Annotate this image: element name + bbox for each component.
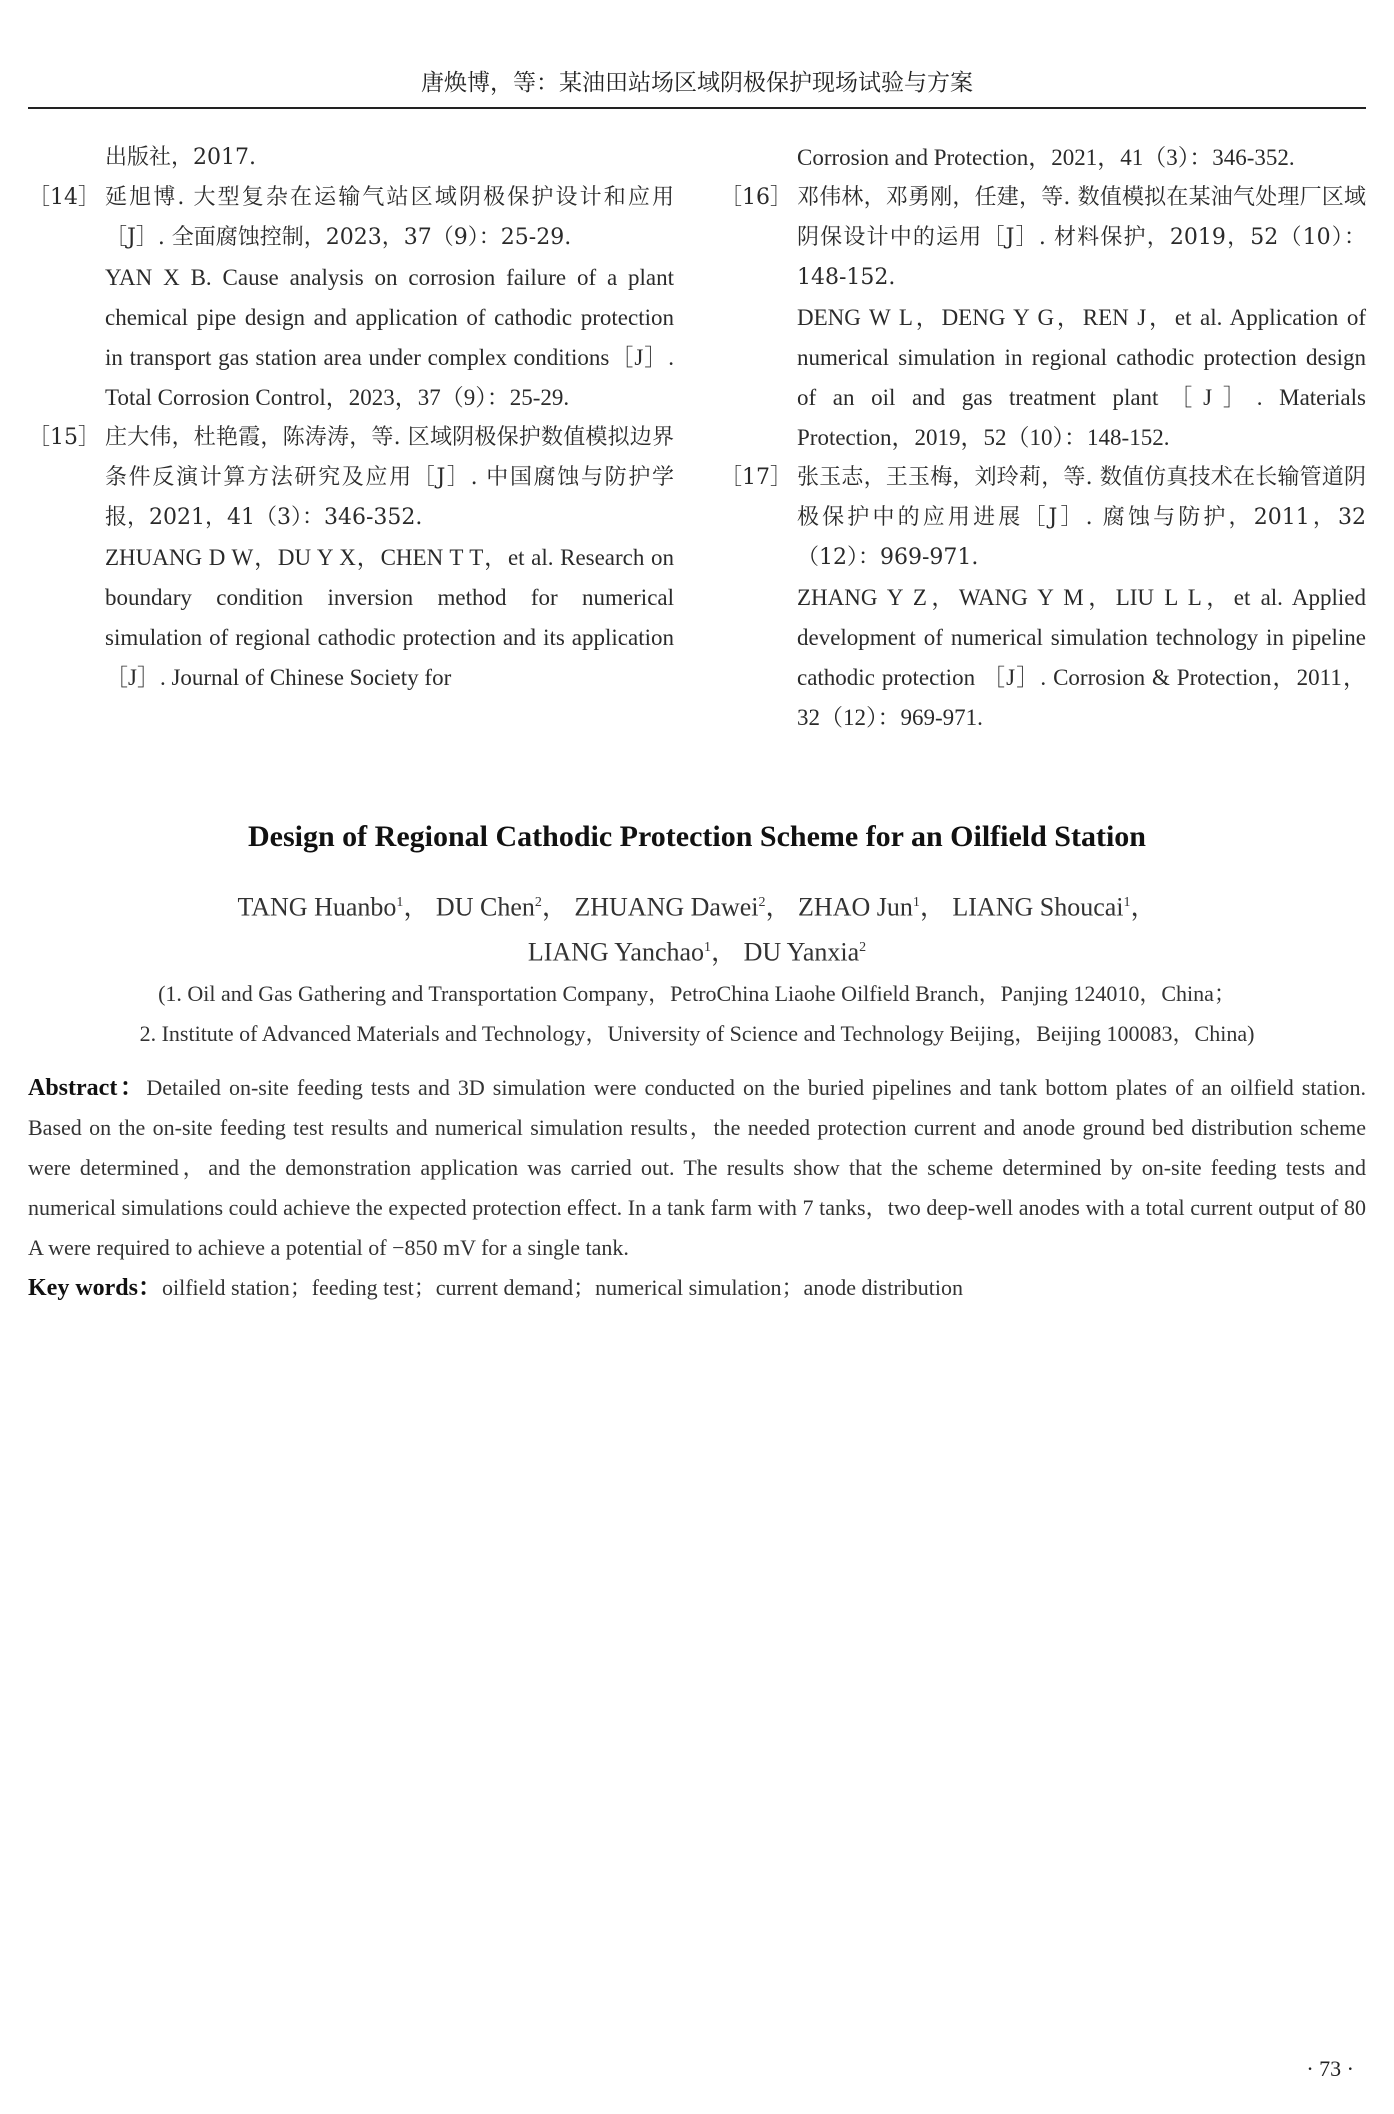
author-line: LIANG Yanchao$^1$， DU Yanxia$^2$: [527, 937, 867, 967]
header-rule: [28, 107, 1366, 109]
author-affiliation-mark: 2: [859, 939, 867, 955]
reference-number: ［14］: [28, 185, 100, 210]
reference-item: [28, 178, 674, 418]
author-line: TANG Huanbo$^1$， DU Chen$^2$， ZHUANG Dawei$^2$， ZHAO Jun$^1$， LIANG Shoucai$^1$，: [237, 892, 1157, 922]
author-affiliation-mark: 2: [534, 895, 542, 910]
reference-text-en: ZHANG Y Z，WANG Y M，LIU L L，et al. Applied development of numerical simulation technology in pipeline cathodic protection ［J］. Corrosion & Protection，2011，32（12）：969-971.: [797, 585, 1366, 730]
reference-item: [720, 458, 1366, 738]
author-affiliation-mark: 1: [704, 939, 712, 955]
author-name: ZHAO Jun: [798, 892, 913, 922]
reference-text-en: Corrosion and Protection，2021，41（3）：346-352.: [797, 145, 1295, 170]
keywords-text: oilfield station；feeding test；current demand；numerical simulation；anode distribution: [162, 1275, 963, 1300]
running-head: 唐焕博，等：某油田站场区域阴极保护现场试验与方案: [421, 70, 973, 96]
keywords-paragraph: [28, 1268, 1366, 1308]
author-name: DU Chen: [435, 892, 535, 922]
reference-text-en: ZHUANG D W，DU Y X，CHEN T T，et al. Research on boundary condition inversion method for numerical simulation of regional cathodic protection and its application ［J］. Journal of Chinese Society for: [105, 545, 674, 690]
reference-number: ［15］: [28, 425, 100, 450]
author-affiliation-mark: 1: [1123, 895, 1131, 910]
reference-text-zh: 出版社，2017.: [105, 145, 256, 170]
reference-number: ［16］: [720, 185, 792, 210]
reference-text-zh: 庄大伟，杜艳霞，陈涛涛，等. 区域阴极保护数值模拟边界条件反演计算方法研究及应用［J］. 中国腐蚀与防护学报，2021，41（3）：346-352.: [105, 425, 674, 530]
reference-text-zh: 张玉志，王玉梅，刘玲莉，等. 数值仿真技术在长输管道阴极保护中的应用进展［J］. 腐蚀与防护，2011，32（12）：969-971.: [797, 465, 1366, 570]
author-name: DU Yanxia: [743, 937, 860, 967]
affiliations: [0, 974, 1394, 1054]
author-name: ZHUANG Dawei: [574, 892, 759, 922]
keywords-label: Key words：: [28, 1275, 162, 1301]
reference-text-en: DENG W L，DENG Y G，REN J，et al. Application of numerical simulation in regional cathodic protection design of an oil and gas treatment plant［J］. Materials Protection，2019，52（10）：148-152.: [797, 305, 1366, 450]
abstract-text: Detailed on-site feeding tests and 3D simulation were conducted on the buried pipelines and tank bottom plates of an oilfield station. Based on the on-site feeding test results and numerical simulation results，the needed protection current and anode ground bed distribution scheme were determined，and the demonstration application was carried out. The results show that the scheme determined by on-site feeding tests and numerical simulations could achieve the expected protection effect. In a tank farm with 7 tanks，two deep-well anodes with a total current output of 80 A were required to achieve a potential of −850 mV for a single tank.: [28, 1075, 1367, 1260]
affiliation-line: (1. Oil and Gas Gathering and Transportation Company，PetroChina Liaohe Oilfield Branch，Panjing 124010，China；: [158, 981, 1236, 1006]
reference-number: ［17］: [720, 465, 792, 490]
reference-item: [720, 178, 1366, 458]
reference-item: [720, 138, 1366, 178]
author-affiliation-mark: 1: [396, 895, 404, 910]
affiliation-line: 2. Institute of Advanced Materials and Technology，University of Science and Technology Beijing，Beijing 100083，China): [139, 1021, 1255, 1046]
reference-text-zh: 延旭博. 大型复杂在运输气站区域阴极保护设计和应用［J］. 全面腐蚀控制，2023，37（9）：25-29.: [105, 185, 674, 250]
reference-item: [28, 138, 674, 178]
author-name: LIANG Shoucai: [952, 892, 1124, 922]
author-name: LIANG Yanchao: [527, 937, 705, 967]
reference-item: [28, 418, 674, 698]
page-number: · 73 ·: [1306, 2056, 1354, 2081]
abstract-paragraph: [28, 1068, 1366, 1268]
abstract-section: [28, 1068, 1366, 1308]
article-title: Design of Regional Cathodic Protection Scheme for an Oilfield Station: [247, 820, 1146, 853]
reference-text-zh: 邓伟林，邓勇刚，任建，等. 数值模拟在某油气处理厂区域阴保设计中的运用［J］. 材料保护，2019，52（10）：148-152.: [797, 185, 1366, 290]
references-right-column: [720, 138, 1366, 738]
author-affiliation-mark: 2: [758, 895, 766, 910]
reference-text-en: YAN X B. Cause analysis on corrosion failure of a plant chemical pipe design and application of cathodic protection in transport gas station area under complex conditions［J］. Total Corrosion Control，2023，37（9）：25-29.: [105, 265, 674, 410]
author-name: TANG Huanbo: [237, 892, 397, 922]
author-list: [0, 883, 1394, 972]
abstract-label: Abstract：: [28, 1075, 147, 1101]
author-affiliation-mark: 1: [912, 895, 920, 910]
references-left-column: [28, 138, 674, 698]
